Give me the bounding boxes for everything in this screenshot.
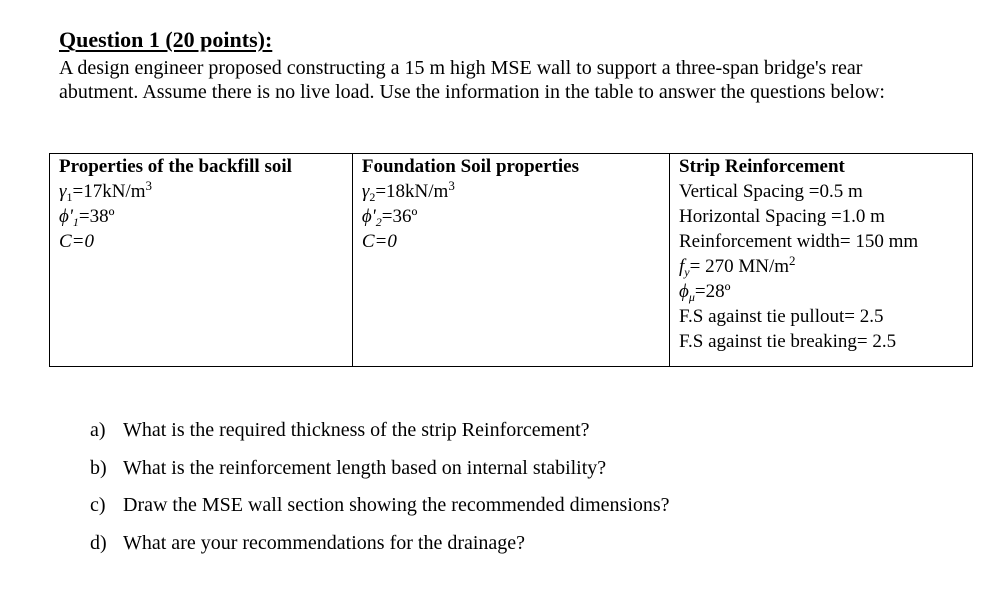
fs-breaking: F.S against tie breaking= 2.5 xyxy=(679,331,897,352)
question-text: What are your recommendations for the drainage? xyxy=(123,531,526,554)
backfill-cohesion: C=0 xyxy=(59,231,94,252)
question-letter: a) xyxy=(90,419,106,441)
table-header-row xyxy=(50,154,973,180)
yield-strength: $f_y= 270$ $MN/m^2$ xyxy=(679,253,796,279)
question-letter: c) xyxy=(90,494,106,516)
horizontal-spacing: Horizontal Spacing =1.0 m xyxy=(679,206,885,227)
list-item xyxy=(90,493,670,531)
intro-line-1: A design engineer proposed constructing a 15 m high MSE wall to support a three-span bridge's rear xyxy=(59,57,863,79)
reinforcement-width: Reinforcement width= 150 mm xyxy=(679,231,919,252)
reinforcement-cell xyxy=(670,179,973,367)
list-item xyxy=(90,418,670,456)
interface-friction-angle: $\phi_\mu=28º$ xyxy=(679,281,731,304)
header-backfill: Properties of the backfill soil xyxy=(50,154,353,180)
header-foundation: Foundation Soil properties xyxy=(352,154,669,180)
foundation-unit-weight: $\gamma_2=18kN/m^3$ xyxy=(361,178,455,204)
question-list xyxy=(90,418,670,568)
question-title: Question 1 (20 points): xyxy=(59,27,273,52)
question-letter: d) xyxy=(90,531,107,554)
question-text: What is the required thickness of the strip Reinforcement? xyxy=(123,419,590,441)
question-intro xyxy=(59,56,959,104)
vertical-spacing: Vertical Spacing =0.5 m xyxy=(679,181,863,202)
foundation-cell xyxy=(352,179,669,367)
question-text: Draw the MSE wall section showing the recommended dimensions? xyxy=(123,494,670,516)
backfill-unit-weight: $\gamma_1=17kN/m^3$ xyxy=(59,178,152,204)
foundation-cohesion: C=0 xyxy=(361,231,397,252)
backfill-cell xyxy=(50,179,353,367)
header-reinforcement: Strip Reinforcement xyxy=(670,154,973,180)
properties-table xyxy=(49,153,973,367)
list-item xyxy=(90,456,670,494)
backfill-friction-angle: $\phi'_1=38º$ xyxy=(59,206,115,229)
list-item xyxy=(90,531,670,569)
fs-pullout: F.S against tie pullout= 2.5 xyxy=(679,306,884,327)
foundation-friction-angle: $\phi'_2=36º$ xyxy=(361,206,418,229)
table-data-row xyxy=(50,179,973,367)
question-letter: b) xyxy=(90,456,107,479)
intro-line-2: abutment. Assume there is no live load. Use the information in the table to answer the questions below: xyxy=(59,81,885,103)
question-text: What is the reinforcement length based on internal stability? xyxy=(123,456,607,479)
